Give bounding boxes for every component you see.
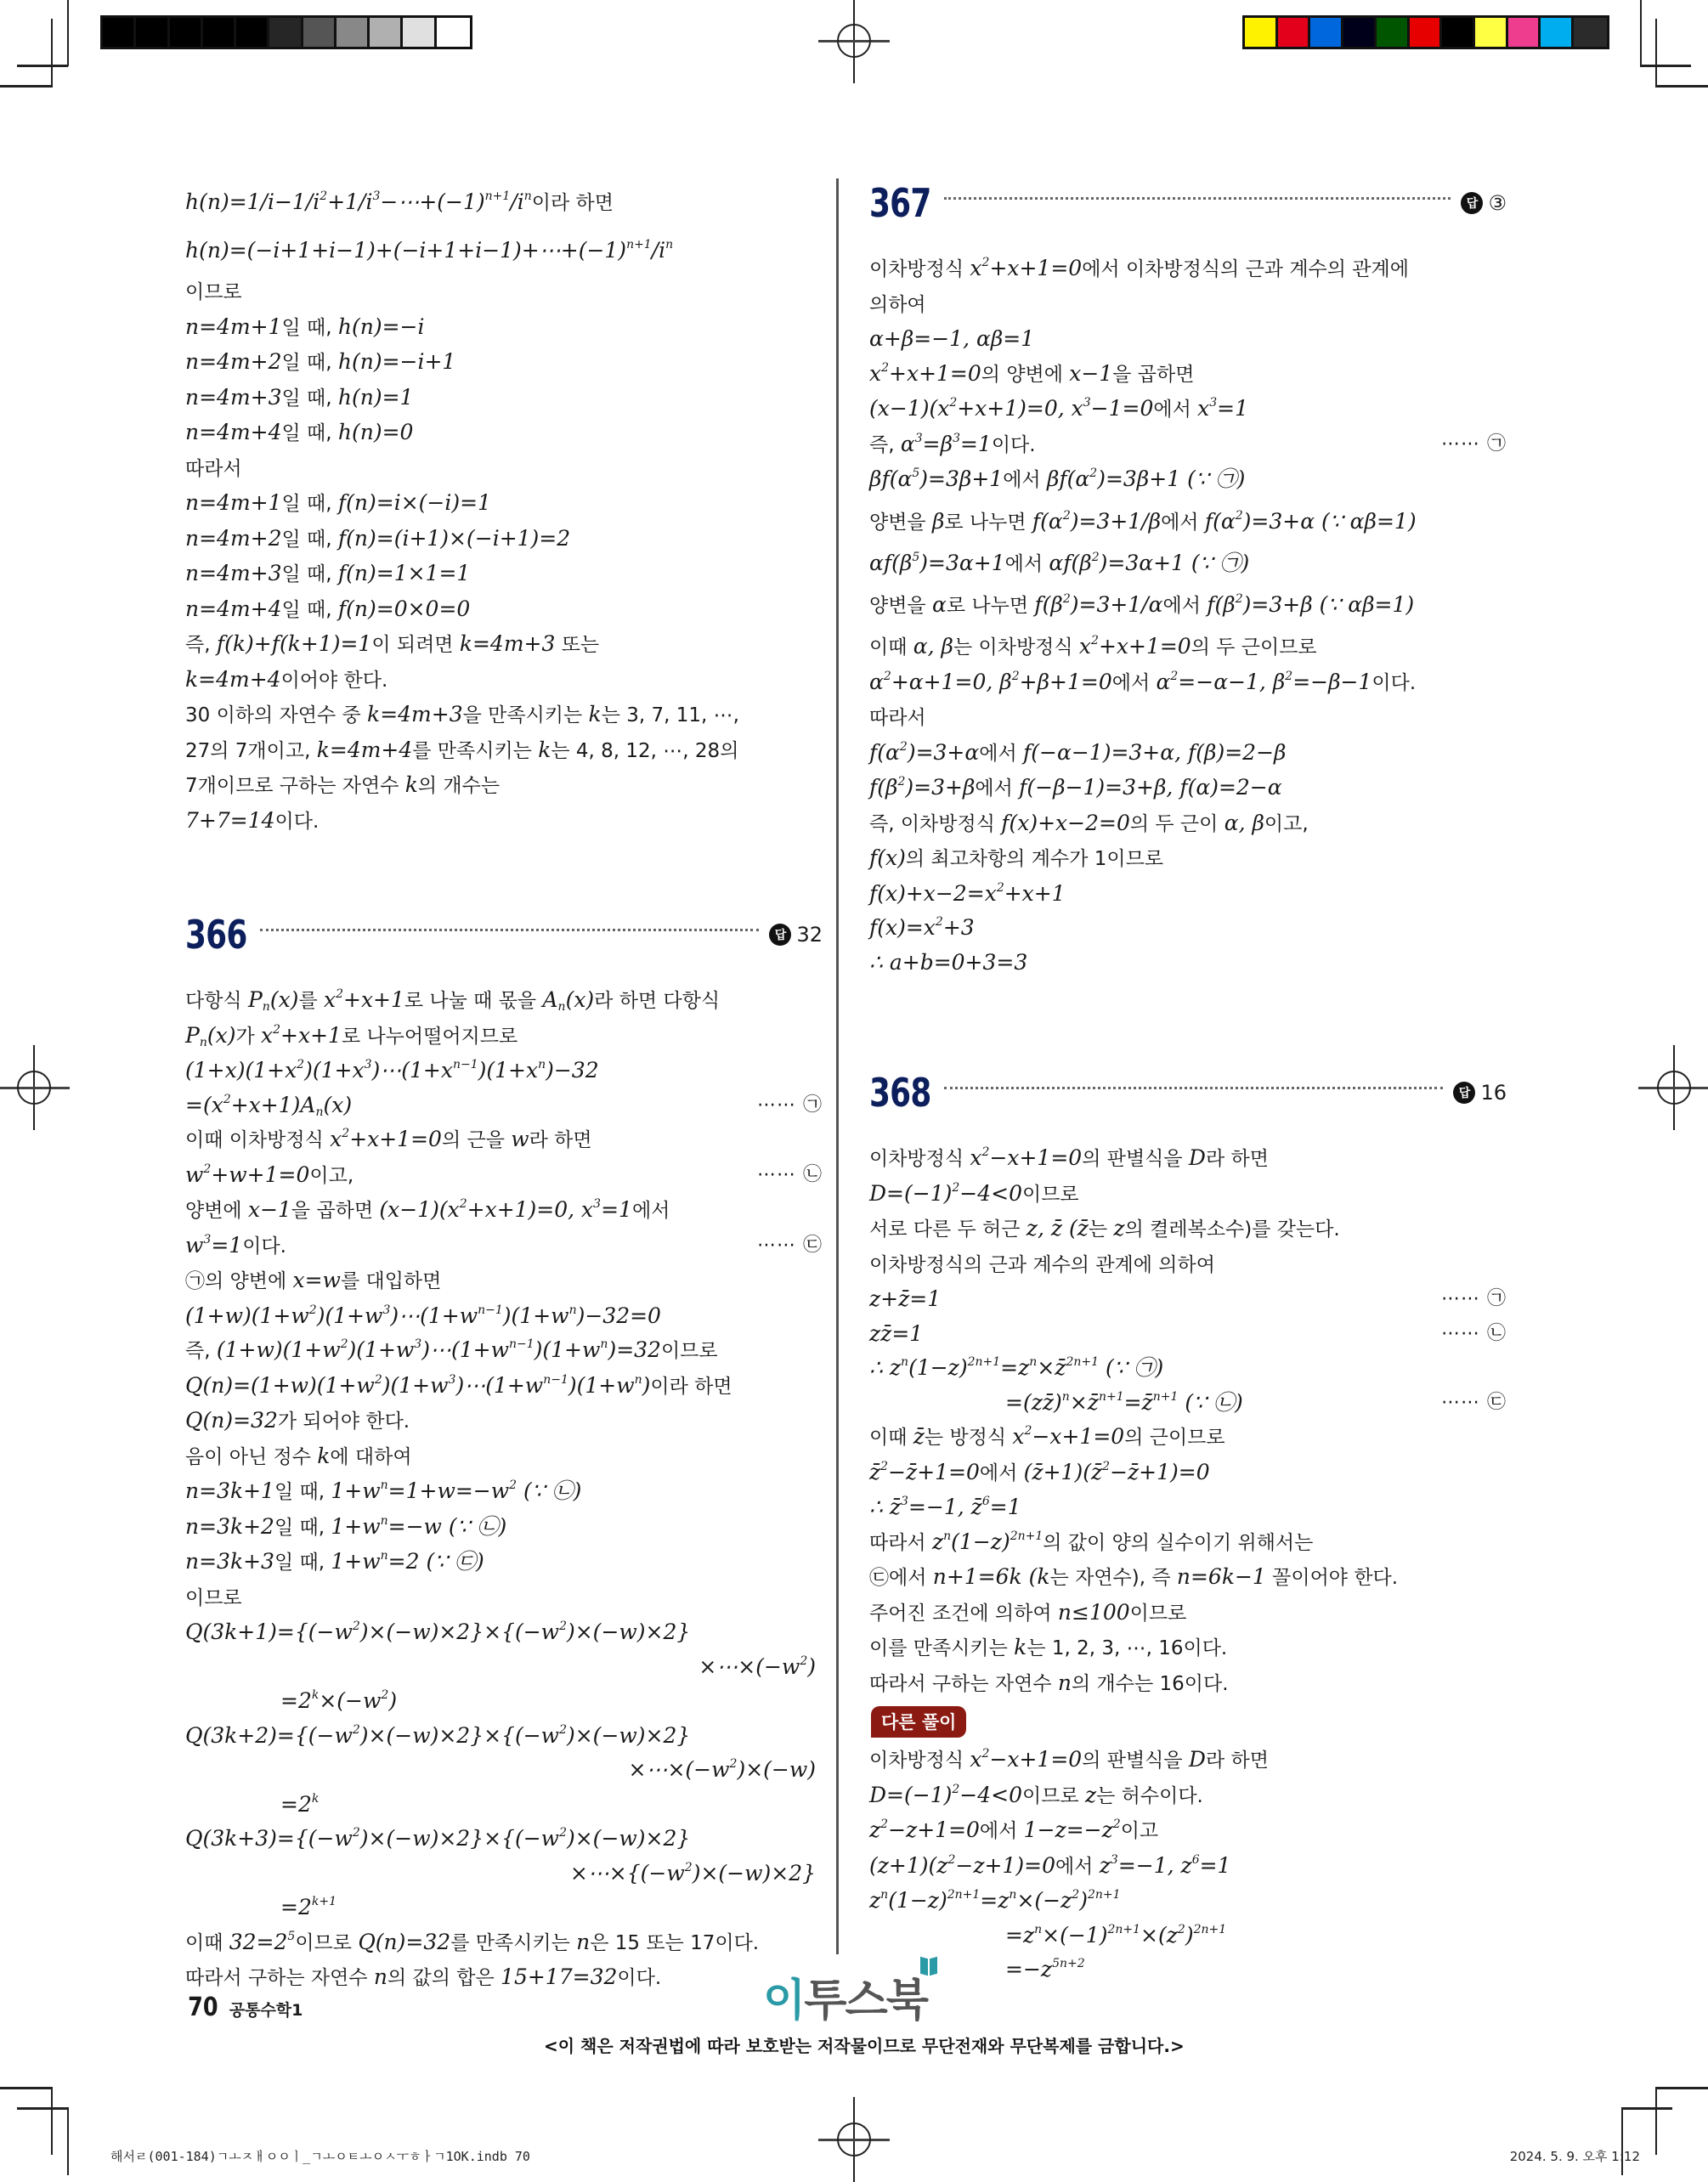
leader-dots — [260, 929, 759, 931]
color-swatch — [136, 18, 169, 47]
crop-mark — [1621, 2107, 1623, 2175]
answer-icon: 답 — [769, 924, 791, 946]
text-line: 7+7=14이다. — [185, 807, 320, 833]
color-calibration-bar — [1242, 15, 1609, 49]
text-line: n=4m+1일 때, f(n)=i×(−i)=1 — [185, 490, 491, 515]
color-swatch — [269, 18, 303, 47]
color-swatch — [1410, 18, 1443, 47]
crop-mark — [17, 65, 68, 67]
text-line: ∴ $z^n(1-z)^{2n+1}=z^n\times z̄^{2n+1}$ (∵ ㉠) — [869, 1355, 1164, 1380]
color-swatch — [437, 18, 470, 47]
print-slug-filename: 해서ㄹ(001-184)ㄱㅗㅈㅐㅇㅇㅣ_ㄱㅗㅇㅌㅗㅇㅅㅜㅎㅏㄱ1OK.indb 70 — [110, 2149, 530, 2164]
crop-mark — [1655, 19, 1657, 87]
crop-mark — [51, 19, 53, 87]
equation-label: ⋯⋯ ㉡ — [1441, 1322, 1507, 1344]
text-line: 이때 이차방정식 $x^2+x+1=0$의 근을 w라 하면 — [185, 1127, 592, 1151]
answer-value: ③ — [1488, 191, 1507, 215]
text-line: 30 이하의 자연수 중 k=4m+3을 만족시키는 k는 3, 7, 11, ⋯, — [185, 702, 739, 726]
registration-mark-left — [8, 1062, 59, 1113]
text-line: $(x-1)(x^2+x+1)=0$, $x^3-1=0$에서 $x^3=1$ — [869, 396, 1249, 421]
text-line: $Q(3k+1)=\{(-w^2)\times(-w)\times 2\}\times\{(-w^2)\times(-w)\times 2\}$ — [185, 1620, 691, 1644]
solution-367 — [869, 252, 1507, 980]
text-line: $P_n(x)$가 $x^2+x+1$로 나누어떨어지므로 — [185, 1022, 518, 1049]
crop-mark — [0, 2087, 53, 2089]
answer-value: 16 — [1480, 1081, 1507, 1105]
text-line: f(x)의 최고차항의 계수가 1이므로 — [869, 845, 1164, 870]
text-line: $\alpha f(\beta^5)=3\alpha+1$에서 $\alpha f(\beta^2)=3\alpha+1$ (∵ ㉠) — [869, 550, 1250, 575]
right-column — [869, 178, 1507, 1987]
text-line: $Q(3k+2)=\{(-w^2)\times(-w)\times 2\}\times\{(-w^2)\times(-w)\times 2\}$ — [185, 1722, 691, 1748]
problem-header-366 — [185, 905, 823, 964]
text-line: 양변을 α로 나누면 $f(\beta^2)=3+1/\alpha$에서 $f(\beta^2)=3+\beta$ (∵ αβ=1) — [869, 592, 1415, 617]
book-icon — [920, 1958, 939, 1976]
logo-text: 투스북 — [804, 1976, 927, 2027]
color-swatch — [1278, 18, 1311, 47]
text-line: 양변을 β로 나누면 $f(\alpha^2)=3+1/\beta$에서 $f(\alpha^2)=3+\alpha$ (∵ αβ=1) — [869, 508, 1417, 534]
page-footer — [185, 1993, 303, 2022]
crop-mark — [1640, 0, 1642, 66]
text-line: $(1+x)(1+x^2)(1+x^3)\cdots(1+x^{n-1})(1+x^n)-32$ — [185, 1058, 599, 1083]
continued-solution — [185, 178, 823, 839]
text-line: =(zz̄)$^n$×z̄$^{n+1}$=z̄$^{n+1}$ (∵ ㉡) ⋯⋯ ㉢ — [869, 1386, 1507, 1421]
text-line: zz̄=1 ⋯⋯ ㉡ — [869, 1317, 1507, 1352]
solution-366 — [185, 983, 823, 1996]
equation-label: ⋯⋯ ㉢ — [1441, 1391, 1507, 1413]
text-line: n=4m+2일 때, h(n)=−i+1 — [185, 349, 456, 374]
text-line: $D=(-1)^2-4<0$이므로 — [869, 1180, 1079, 1206]
text-line: n=4m+4일 때, f(n)=0×0=0 — [185, 596, 471, 621]
text-line: 즉, $\alpha^3=\beta^3=1$이다. ⋯⋯ ㉠ — [869, 427, 1507, 463]
text-line: $f(x)=x^2+3$ — [869, 915, 975, 940]
text-line: 따라서 — [869, 707, 926, 729]
text-line: 따라서 — [185, 457, 242, 480]
color-swatch — [1343, 18, 1377, 47]
text-line: n=4m+3일 때, h(n)=1 — [185, 384, 414, 410]
text-line: $Q(3k+3)=\{(-w^2)\times(-w)\times 2\}\times\{(-w^2)\times(-w)\times 2\}$ — [185, 1826, 691, 1851]
text-line: 이차방정식의 근과 계수의 관계에 의하여 — [869, 1253, 1215, 1276]
text-line: 따라서 구하는 자연수 n의 개수는 16이다. — [869, 1670, 1229, 1695]
text-line: 주어진 조건에 의하여 n≤100이므로 — [869, 1599, 1187, 1625]
equation-label: ⋯⋯ ㉢ — [757, 1234, 823, 1256]
color-swatch — [1574, 18, 1607, 47]
text-line: 이차방정식 $x^2-x+1=0$의 판별식을 D라 하면 — [869, 1747, 1269, 1772]
text-line: $h(n)=1/i-1/i^2+1/i^3-\cdots+(-1)^{n+1}/i^n$이라 하면 — [185, 189, 614, 214]
text-line: $=2^k\times(-w^2)$ — [280, 1688, 398, 1713]
text-line: 양변에 x−1을 곱하면 $(x-1)(x^2+x+1)=0$, $x^3=1$에서 — [185, 1197, 670, 1222]
answer-icon: 답 — [1461, 192, 1483, 214]
text-line: 이므로 — [185, 281, 242, 303]
color-swatch — [337, 18, 370, 47]
color-swatch — [103, 18, 136, 47]
text-line: 이때 α, β는 이차방정식 $x^2+x+1=0$의 두 근이므로 — [869, 634, 1317, 659]
text-line: $\alpha^2+\alpha+1=0$, $\beta^2+\beta+1=0$에서 $\alpha^2=-\alpha-1$, $\beta^2=-\beta-1$이다. — [869, 669, 1417, 694]
text-line: $x^2+x+1=0$의 양변에 x−1을 곱하면 — [869, 360, 1195, 386]
text-line: n=4m+4일 때, h(n)=0 — [185, 420, 414, 444]
color-swatch — [170, 18, 203, 47]
crop-mark — [67, 2107, 69, 2175]
book-title: 공통수학1 — [229, 2001, 303, 2020]
registration-mark-top — [829, 15, 879, 66]
text-line: ∴ z̄$^3$=−1, z̄$^6$=1 — [869, 1495, 1021, 1519]
text-line: 이차방정식 $x^2-x+1=0$의 판별식을 D라 하면 — [869, 1145, 1269, 1170]
text-line: 7개이므로 구하는 자연수 k의 개수는 — [185, 772, 501, 797]
registration-mark-bottom — [829, 2114, 879, 2165]
color-swatch — [1245, 18, 1278, 47]
logo-text-accent: 이 — [763, 1976, 805, 2027]
text-line: $z^2-z+1=0$에서 $1-z=-z^2$이고 — [869, 1817, 1159, 1842]
grayscale-calibration-bar — [100, 15, 472, 49]
text-line: $=z^n\times(-1)^{2n+1}\times(z^2)^{2n+1}$ — [1005, 1922, 1227, 1947]
problem-number: 368 — [869, 1070, 931, 1116]
problem-number: 367 — [869, 180, 931, 226]
problem-header-368 — [869, 1063, 1507, 1122]
text-line: 이므로 — [185, 1586, 242, 1609]
text-line: ㉠의 양변에 x=w를 대입하면 — [185, 1268, 442, 1292]
alternative-solution-badge: 다른 풀이 — [871, 1706, 966, 1738]
text-line: 이를 만족시키는 k는 1, 2, 3, ⋯, 16이다. — [869, 1635, 1228, 1659]
text-line: $z^n(1-z)^{2n+1}=z^n\times(-z^2)^{2n+1}$ — [869, 1888, 1121, 1913]
color-swatch — [303, 18, 337, 47]
text-line: n=4m+1일 때, h(n)=−i — [185, 314, 425, 339]
column-divider — [836, 178, 839, 1954]
color-swatch — [1541, 18, 1574, 47]
text-line: 의하여 — [869, 293, 926, 316]
text-line: n=4m+3일 때, f(n)=1×1=1 — [185, 561, 471, 585]
color-swatch — [203, 18, 236, 47]
solution-368 — [869, 1141, 1507, 1701]
crop-mark — [1655, 2087, 1708, 2089]
text-line: $D=(-1)^2-4<0$이므로 z는 허수이다. — [869, 1782, 1203, 1807]
text-line: 이때 z̄는 방정식 $x^2-x+1=0$의 근이므로 — [869, 1424, 1225, 1449]
registration-mark-right — [1649, 1062, 1700, 1113]
crop-mark — [1655, 85, 1708, 88]
text-line: ㉢에서 n+1=6k (k는 자연수), 즉 n=6k−1 꼴이어야 한다. — [869, 1564, 1399, 1589]
text-line: $w^3=1$이다. ⋯⋯ ㉢ — [185, 1229, 823, 1264]
color-swatch — [403, 18, 436, 47]
color-swatch — [1377, 18, 1410, 47]
publisher-logo — [763, 1964, 927, 2028]
text-line: $\times\cdots\times(-w^2)$ — [698, 1653, 816, 1679]
text-line: 따라서 구하는 자연수 n의 값의 합은 15+17=32이다. — [185, 1964, 662, 1989]
answer-value: 32 — [796, 923, 823, 947]
color-swatch — [1442, 18, 1475, 47]
crop-mark — [1640, 65, 1691, 67]
text-line: Q(n)=32가 되어야 한다. — [185, 1408, 410, 1433]
color-swatch — [1310, 18, 1343, 47]
problem-header-367 — [869, 173, 1507, 233]
text-line: 따라서 $z^n(1-z)^{2n+1}$의 값이 양의 실수이기 위해서는 — [869, 1529, 1314, 1554]
problem-number: 366 — [185, 912, 247, 958]
crop-mark — [1621, 2107, 1672, 2110]
text-line: n=3k+1일 때, $1+w^n=1+w=-w^2$ (∵ ㉡) — [185, 1478, 582, 1503]
color-swatch — [1508, 18, 1541, 47]
leader-dots — [944, 1087, 1443, 1089]
text-line: $f(x)+x-2=x^2+x+1$ — [869, 880, 1066, 906]
text-line: 서로 다른 두 허근 z, z̄ (z̄는 z의 켤레복소수)를 갖는다. — [869, 1216, 1340, 1241]
text-line: 즉, f(k)+f(k+1)=1이 되려면 k=4m+3 또는 — [185, 631, 600, 656]
text-line: $h(n)=(-i+1+i-1)+(-i+1+i-1)+\cdots+(-1)^{n+1}/i^n$ — [185, 238, 674, 263]
text-line: $w^2+w+1=0$이고, ⋯⋯ ㉡ — [185, 1158, 823, 1194]
text-line: α+β=−1, αβ=1 — [869, 326, 1035, 351]
leader-dots — [944, 197, 1451, 200]
text-line: $=2^{k+1}$ — [280, 1895, 337, 1919]
text-line: ∴ a+b=0+3=3 — [869, 949, 1028, 975]
text-line: $\beta f(\alpha^5)=3\beta+1$에서 $\beta f(\alpha^2)=3\beta+1$ (∵ ㉠) — [869, 466, 1246, 491]
left-column — [185, 178, 823, 1996]
text-line: 이때 $32=2^5$이므로 Q(n)=32를 만족시키는 n은 15 또는 17이다. — [185, 1929, 760, 1954]
crop-mark — [0, 85, 53, 88]
text-line: $Q(n)=(1+w)(1+w^2)(1+w^3)\cdots(1+w^{n-1})(1+w^n)$이라 하면 — [185, 1372, 732, 1398]
text-line: $=-z^{5n+2}$ — [1005, 1957, 1085, 1981]
text-line: $(1+w)(1+w^2)(1+w^3)\cdots(1+w^{n-1})(1+w^n)-32=0$ — [185, 1303, 661, 1328]
text-line: $(z+1)(z^2-z+1)=0$에서 $z^3=-1$, $z^6=1$ — [869, 1852, 1231, 1878]
text-line: $=(x^2+x+1)A_n(x)$ ⋯⋯ ㉠ — [185, 1088, 823, 1123]
crop-mark — [51, 2087, 53, 2155]
color-swatch — [370, 18, 403, 47]
text-line: n=4m+2일 때, f(n)=(i+1)×(−i+1)=2 — [185, 525, 571, 551]
equation-label: ⋯⋯ ㉠ — [757, 1094, 823, 1116]
text-line: $\times\cdots\times(-w^2)\times(-w)$ — [628, 1757, 816, 1782]
text-line: $\times\cdots\times\{(-w^2)\times(-w)\times 2\}$ — [569, 1860, 816, 1885]
page-number: 70 — [188, 1993, 218, 2022]
text-line: 음이 아닌 정수 k에 대하여 — [185, 1443, 412, 1468]
text-line: z̄$^2$−z̄+1=0에서 (z̄+1)(z̄$^2$−z̄+1)=0 — [869, 1459, 1210, 1484]
copyright-notice: <이 책은 저작권법에 따라 보호받는 저작물이므로 무단전재와 무단복제를 금합니다.> — [544, 2036, 1185, 2056]
text-line: k=4m+4이어야 한다. — [185, 666, 388, 692]
text-line: n=3k+3일 때, $1+w^n=2$ (∵ ㉢) — [185, 1549, 484, 1574]
equation-label: ⋯⋯ ㉡ — [757, 1163, 823, 1185]
text-line: $f(\beta^2)=3+\beta$에서 f(−β−1)=3+β, f(α)=2−α — [869, 775, 1282, 800]
text-line: z+z̄=1 ⋯⋯ ㉠ — [869, 1282, 1507, 1317]
color-swatch — [236, 18, 269, 47]
text-line: 이차방정식 $x^2+x+1=0$에서 이차방정식의 근과 계수의 관계에 — [869, 256, 1409, 280]
text-line: $=2^k$ — [280, 1791, 320, 1817]
print-slug-timestamp: 2024. 5. 9. 오후 1:12 — [1509, 2149, 1640, 2164]
equation-label: ⋯⋯ ㉠ — [1441, 1288, 1507, 1309]
alternative-solution-368 — [869, 1743, 1507, 1987]
answer-icon: 답 — [1453, 1082, 1475, 1104]
text-line: $f(\alpha^2)=3+\alpha$에서 f(−α−1)=3+α, f(β)=2−β — [869, 739, 1287, 765]
text-line: 즉, 이차방정식 f(x)+x−2=0의 두 근이 α, β이고, — [869, 810, 1309, 835]
color-swatch — [1475, 18, 1508, 47]
text-line: 다항식 $P_n(x)$를 $x^2+x+1$로 나눌 때 몫을 $A_n(x)$라 하면 다항식 — [185, 987, 721, 1014]
crop-mark — [1655, 2087, 1657, 2155]
crop-mark — [67, 0, 69, 66]
text-line: 즉, $(1+w)(1+w^2)(1+w^3)\cdots(1+w^{n-1})(1+w^n)=32$이므로 — [185, 1337, 718, 1362]
text-line: n=3k+2일 때, $1+w^n=-w$ (∵ ㉡) — [185, 1513, 507, 1539]
equation-label: ⋯⋯ ㉠ — [1441, 432, 1507, 455]
crop-mark — [17, 2107, 68, 2110]
text-line: 27의 7개이고, k=4m+4를 만족시키는 k는 4, 8, 12, ⋯, 28의 — [185, 737, 739, 762]
